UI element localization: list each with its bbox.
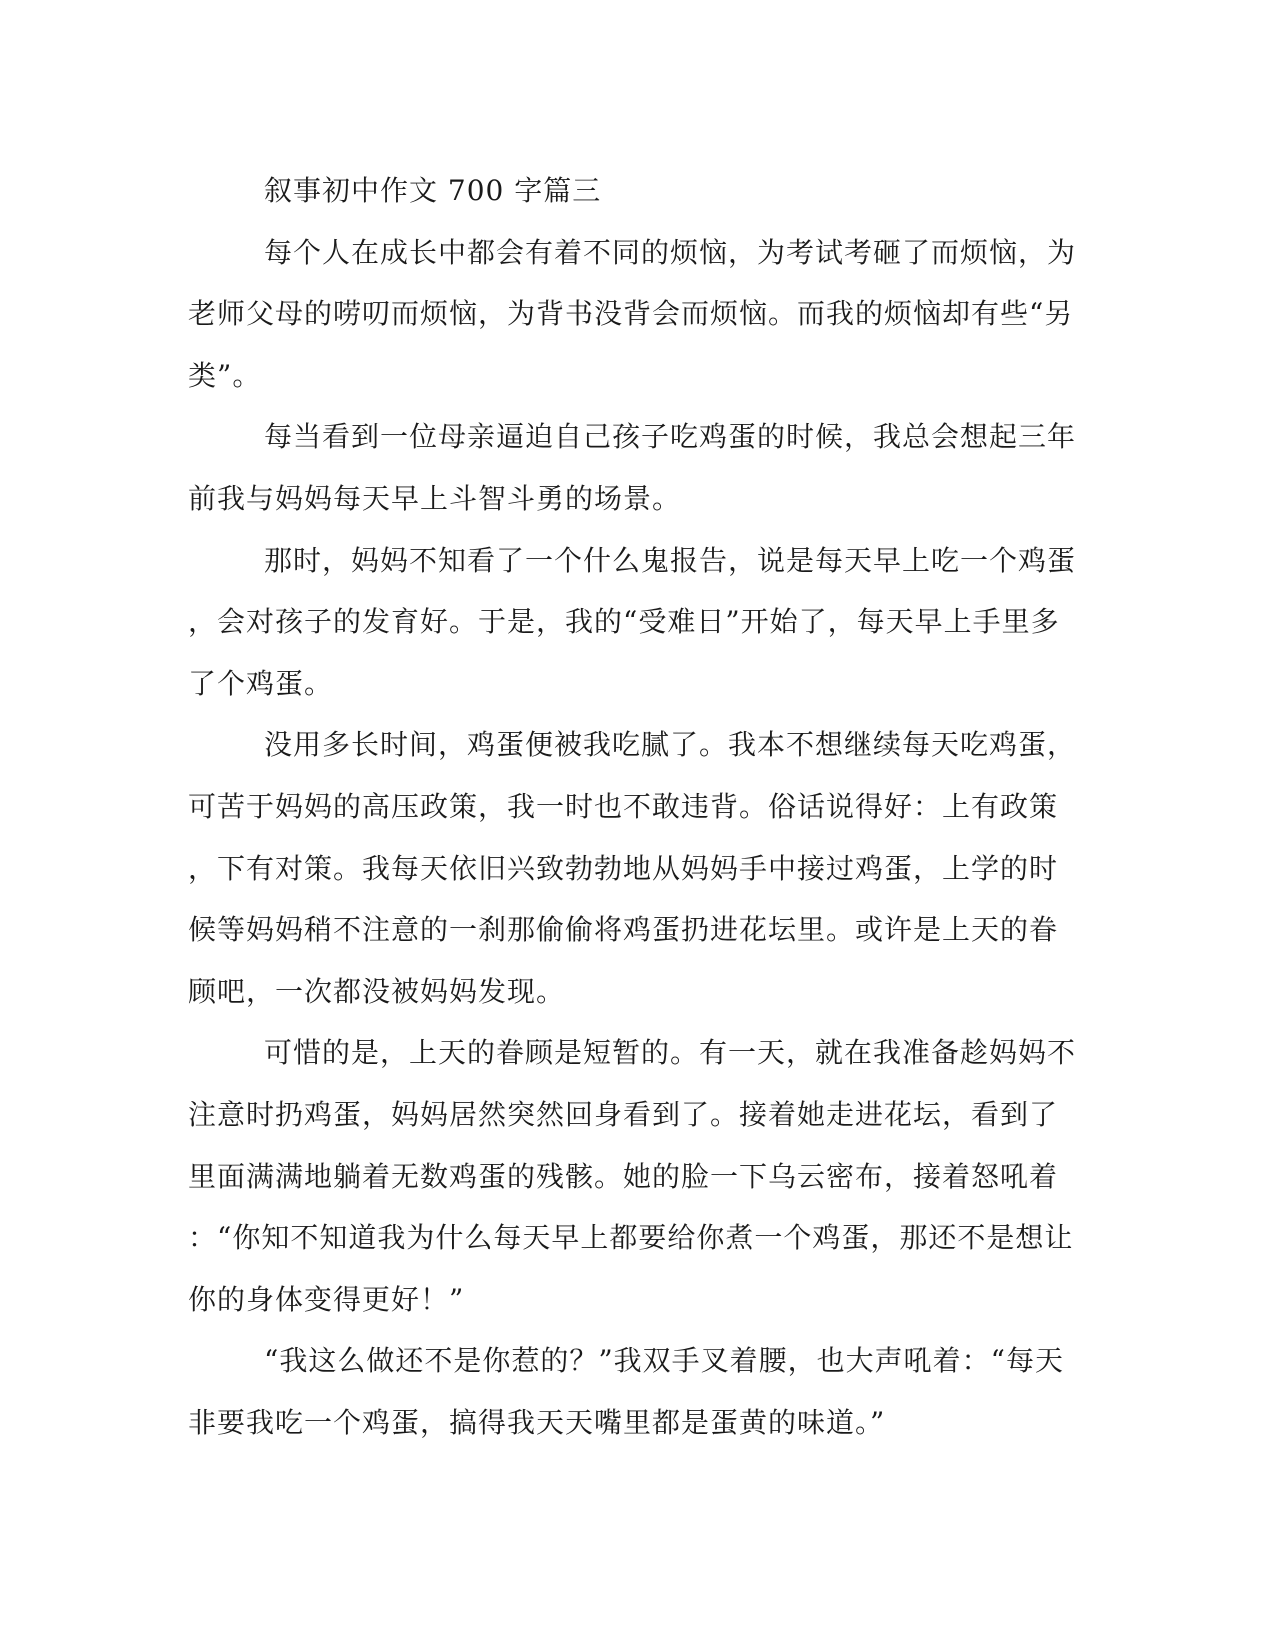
paragraph-6-line-2: 非要我吃一个鸡蛋，搞得我天天嘴里都是蛋黄的味道。”	[188, 1405, 886, 1439]
paragraph-5-line-5: 你的身体变得更好！”	[188, 1282, 465, 1316]
paragraph-3-line-1: 那时，妈妈不知看了一个什么鬼报告，说是每天早上吃一个鸡蛋	[264, 543, 1077, 577]
paragraph-4-line-5: 顾吧，一次都没被妈妈发现。	[188, 974, 566, 1008]
paragraph-1-line-3: 类”。	[188, 358, 262, 392]
paragraph-4-line-3: ，下有对策。我每天依旧兴致勃勃地从妈妈手中接过鸡蛋，上学的时	[188, 851, 1059, 885]
paragraph-3-line-2: ，会对孩子的发育好。于是，我的“受难日”开始了，每天早上手里多	[188, 605, 1060, 639]
paragraph-5-line-2: 注意时扔鸡蛋，妈妈居然突然回身看到了。接着她走进花坛，看到了	[188, 1097, 1059, 1131]
paragraph-5-line-1: 可惜的是，上天的眷顾是短暂的。有一天，就在我准备趁妈妈不	[264, 1036, 1077, 1070]
paragraph-5-line-3: 里面满满地躺着无数鸡蛋的残骸。她的脸一下乌云密布，接着怒吼着	[188, 1159, 1059, 1193]
essay-body	[188, 160, 1078, 1453]
paragraph-1-line-1: 每个人在成长中都会有着不同的烦恼，为考试考砸了而烦恼，为	[264, 235, 1077, 269]
paragraph-4-line-1: 没用多长时间，鸡蛋便被我吃腻了。我本不想继续每天吃鸡蛋，	[264, 728, 1077, 762]
essay-title: 叙事初中作文 700 字篇三	[264, 174, 602, 207]
paragraph-2-line-1: 每当看到一位母亲逼迫自己孩子吃鸡蛋的时候，我总会想起三年	[264, 420, 1077, 454]
paragraph-1-line-2: 老师父母的唠叨而烦恼，为背书没背会而烦恼。而我的烦恼却有些“另	[188, 297, 1074, 331]
paragraph-4-line-4: 候等妈妈稍不注意的一刹那偷偷将鸡蛋扔进花坛里。或许是上天的眷	[188, 913, 1059, 947]
paragraph-4-line-2: 可苦于妈妈的高压政策，我一时也不敢违背。俗话说得好：上有政策	[188, 789, 1059, 823]
paragraph-3-line-3: 了个鸡蛋。	[188, 666, 334, 700]
paragraph-5-line-4: ：“你知不知道我为什么每天早上都要给你煮一个鸡蛋，那还不是想让	[188, 1221, 1074, 1255]
paragraph-6-line-1: “我这么做还不是你惹的？”我双手叉着腰，也大声吼着：“每天	[264, 1344, 1064, 1378]
paragraph-2-line-2: 前我与妈妈每天早上斗智斗勇的场景。	[188, 481, 682, 515]
